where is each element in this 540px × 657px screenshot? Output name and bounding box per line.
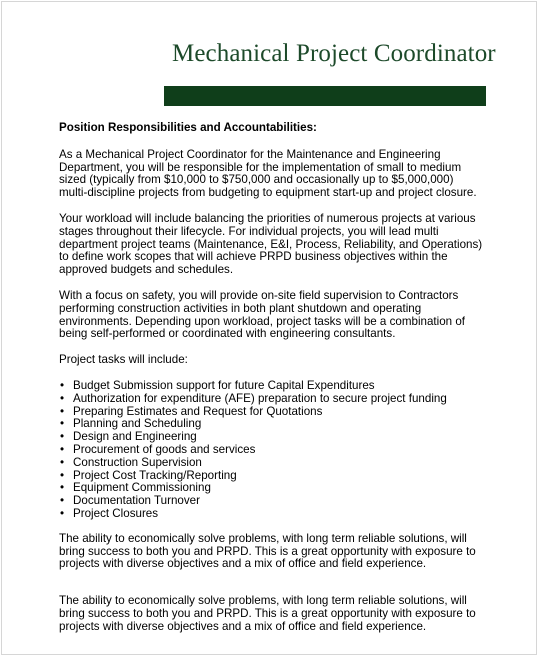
title-accent-bar — [164, 86, 486, 106]
paragraph-closing-1: The ability to economically solve problems, with long term reliable solutions, will bring success to both you and PRPD. This is a great opportunity with exposure to projects with diverse objectives and a mix of office and field experience. — [59, 531, 476, 571]
paragraph-safety: With a focus on safety, you will provide on-site field supervision to Contractors performing construction activities in both plant shutdown and operating environments. Depending upon workload, project tasks will be a combination of being self-performed or coordinated with engineering consultants. — [59, 288, 466, 341]
list-item: • Preparing Estimates and Request for Quotations — [73, 406, 483, 419]
list-item: • Project Cost Tracking/Reporting — [73, 470, 483, 483]
section-heading: Position Responsibilities and Accountabilities: — [59, 121, 317, 134]
document-body — [59, 122, 483, 647]
list-item: • Project Closures — [73, 508, 483, 521]
paragraph-closing-2: The ability to economically solve problems, with long term reliable solutions, will bring success to both you and PRPD. This is a great opportunity with exposure to projects with diverse objectives and a mix of office and field experience. — [59, 594, 476, 633]
paragraph-role-overview: As a Mechanical Project Coordinator for the Maintenance and Engineering Department, you will be responsible for the implementation of small to medium sized (typically from $10,000 to $750,000 and occasionally up to $5,000,000) multi-discipline projects from budgeting to equipment start-up and project closure. — [59, 147, 477, 200]
list-item: • Equipment Commissioning — [73, 482, 483, 495]
paragraph-workload: Your workload will include balancing the priorities of numerous projects at various stages throughout their lifecycle. For individual projects, you will lead multi department project teams (Maintenance, E&I, Process, Reliability, and Operations) to define work scopes that will achieve PRPD business objectives within the approved budgets and schedules. — [59, 211, 483, 277]
list-item: • Construction Supervision — [73, 457, 483, 470]
list-item: • Planning and Scheduling — [73, 418, 483, 431]
list-item: • Budget Submission support for future Capital Expenditures — [73, 380, 483, 393]
list-item: • Documentation Turnover — [73, 495, 483, 508]
list-item: • Procurement of goods and services — [73, 444, 483, 457]
list-item: • Authorization for expenditure (AFE) preparation to secure project funding — [73, 393, 483, 406]
paragraph-tasks-intro: Project tasks will include: — [59, 353, 188, 367]
document-title: Mechanical Project Coordinator — [172, 40, 496, 67]
task-list — [59, 380, 483, 521]
list-item: • Design and Engineering — [73, 431, 483, 444]
